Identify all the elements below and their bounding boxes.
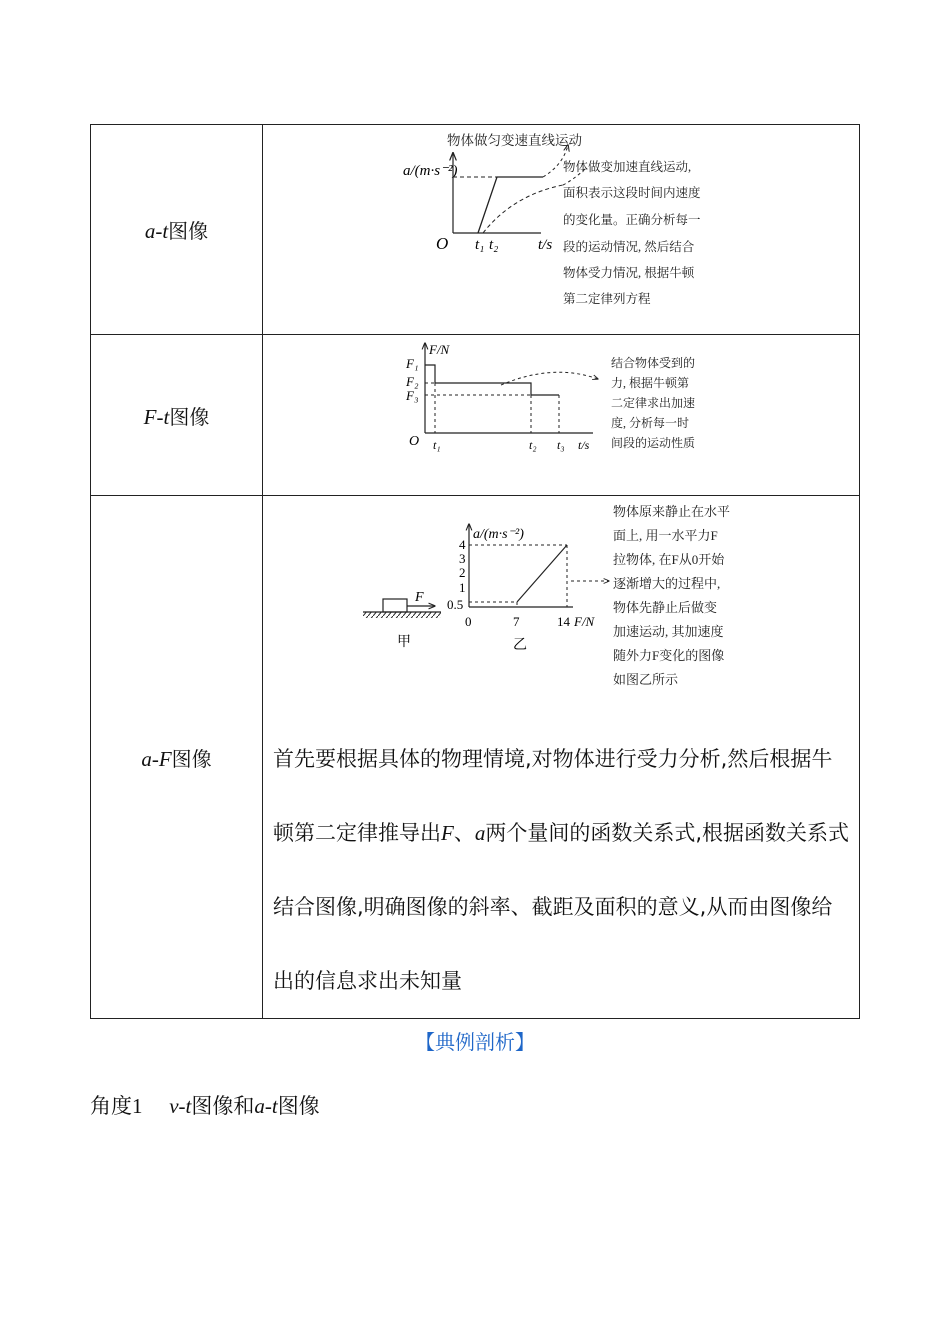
svg-text:7: 7 (513, 614, 520, 629)
figure-cell (263, 496, 860, 1019)
svg-text:物体原来静止在水平: 物体原来静止在水平 (613, 504, 731, 519)
t2-label: t₂ (489, 237, 499, 253)
svg-text:F: F (415, 590, 424, 605)
a-F-figure (263, 496, 860, 714)
svg-text:物体先静止后做变: 物体先静止后做变 (613, 600, 718, 615)
svg-text:的变化量。正确分析每一: 的变化量。正确分析每一 (563, 213, 701, 227)
graph-summary-table (90, 124, 860, 1019)
svg-text:面上, 用一水平力F: 面上, 用一水平力F (613, 528, 718, 543)
svg-text:t₃: t₃ (557, 438, 565, 452)
side-note (563, 159, 701, 306)
t1-label: t₁ (475, 237, 485, 253)
svg-text:加速运动, 其加速度: 加速运动, 其加速度 (613, 624, 724, 639)
svg-text:逐渐增大的过程中,: 逐渐增大的过程中, (613, 576, 721, 591)
svg-text:随外力F变化的图像: 随外力F变化的图像 (613, 648, 725, 663)
y-axis-label: a/(m·s⁻²) (403, 163, 458, 179)
F-t-figure (263, 335, 860, 495)
y-axis-label: a/(m·s⁻²) (473, 527, 524, 542)
svg-text:物体做变加速直线运动,: 物体做变加速直线运动, (563, 160, 692, 174)
svg-text:F₁: F₁ (406, 356, 419, 371)
caption-yi: 乙 (513, 637, 527, 653)
table-row (91, 496, 860, 1019)
svg-text:0: 0 (465, 614, 472, 629)
row-label: a-t图像 (91, 125, 263, 335)
svg-text:F₃: F₃ (406, 388, 419, 403)
svg-text:结合物体受到的: 结合物体受到的 (611, 356, 696, 370)
svg-text:3: 3 (459, 551, 466, 566)
a-t-line (478, 177, 543, 233)
svg-text:1: 1 (459, 580, 466, 595)
svg-text:段的运动情况, 然后结合: 段的运动情况, 然后结合 (563, 240, 695, 254)
svg-text:物体受力情况, 根据牛顿: 物体受力情况, 根据牛顿 (563, 266, 695, 280)
table-row (91, 125, 860, 335)
svg-text:二定律求出加速: 二定律求出加速 (611, 396, 696, 410)
side-note (611, 355, 695, 450)
origin-label: O (436, 234, 449, 253)
side-note (613, 504, 730, 687)
svg-text:F₂: F₂ (406, 374, 419, 389)
block (383, 599, 407, 612)
svg-text:14: 14 (557, 614, 570, 629)
x-axis-label: t/s (538, 237, 553, 253)
svg-text:间段的运动性质: 间段的运动性质 (611, 436, 696, 450)
svg-text:0.5: 0.5 (447, 597, 464, 612)
row-label: F-t图像 (91, 335, 263, 496)
svg-text:t₂: t₂ (529, 438, 537, 452)
svg-text:度, 分析每一时: 度, 分析每一时 (611, 416, 690, 430)
top-note: 物体做匀变速直线运动 (447, 133, 582, 149)
svg-text:力, 根据牛顿第: 力, 根据牛顿第 (611, 376, 690, 390)
svg-text:面积表示这段时间内速度: 面积表示这段时间内速度 (563, 186, 701, 200)
explanation-paragraph: 首先要根据具体的物理情境,对物体进行受力分析,然后根据牛顿第二定律推导出F、a两个量间的函数关系式,根据函数关系式结合图像,明确图像的斜率、截距及面积的意义,从而由图像给出的信息求出未知量 (273, 747, 850, 993)
svg-text:t₁: t₁ (433, 438, 441, 452)
curve-line (483, 185, 563, 233)
x-axis-label: t/s (578, 438, 590, 452)
x-axis-label: F/N (574, 614, 595, 629)
angle-heading: 角度1 v-t图像和a-t图像 (90, 1094, 320, 1118)
table-row (91, 335, 860, 496)
figure-cell (263, 125, 860, 335)
F-t-line (425, 365, 559, 395)
svg-text:2: 2 (459, 565, 466, 580)
y-axis-label: F/N (429, 342, 450, 357)
a-F-line (517, 545, 567, 602)
svg-text:4: 4 (459, 537, 466, 552)
caption-jia: 甲 (397, 634, 411, 650)
svg-text:O: O (409, 434, 420, 449)
svg-text:第二定律列方程: 第二定律列方程 (563, 292, 651, 306)
svg-text:如图乙所示: 如图乙所示 (613, 672, 679, 687)
a-t-figure (263, 125, 860, 334)
svg-text:拉物体, 在F从0开始: 拉物体, 在F从0开始 (613, 552, 725, 567)
figure-cell (263, 335, 860, 496)
section-title: 【典例剖析】 (415, 1030, 535, 1054)
row-label: a-F图像 (91, 496, 263, 1019)
